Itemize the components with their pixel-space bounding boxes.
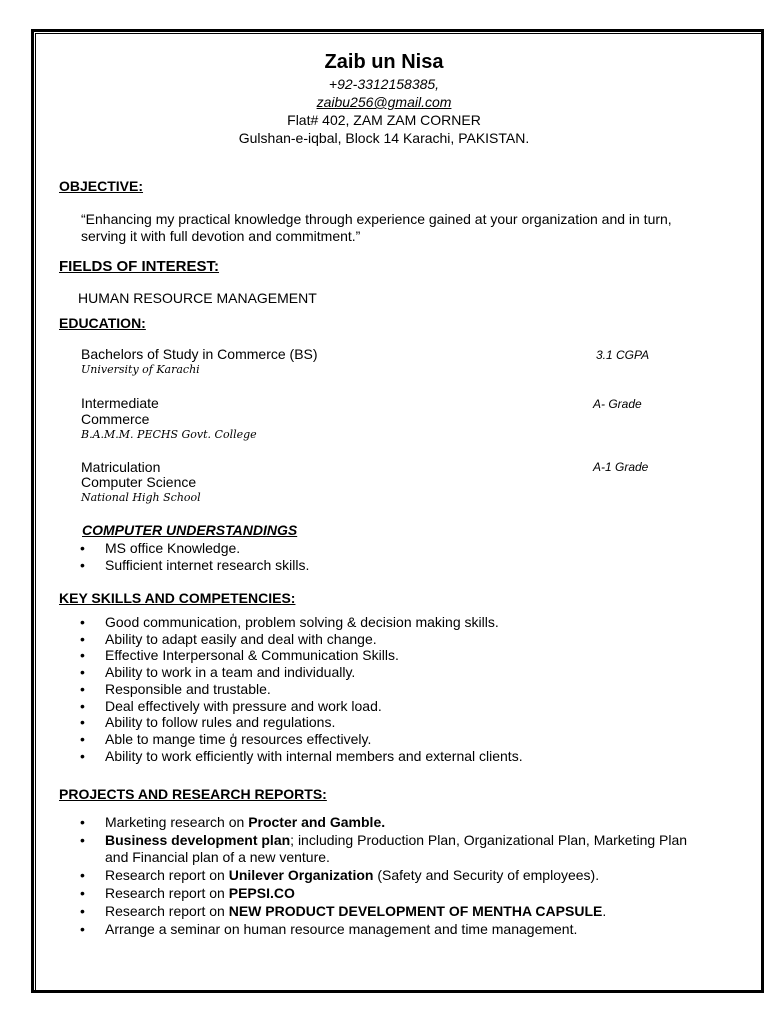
list-item: • Arrange a seminar on human resource management and time management. [61, 921, 711, 938]
projects-list [61, 814, 711, 940]
list-item: • Research report on NEW PRODUCT DEVELOPMENT OF MENTHA CAPSULE. [61, 903, 711, 920]
list-item: • MS office Knowledge. [61, 540, 741, 557]
education-heading: EDUCATION: [59, 315, 146, 331]
list-item: • Able to mange time ģ resources effectively. [61, 731, 741, 748]
candidate-name: Zaib un Nisa [324, 51, 444, 73]
interest-heading: FIELDS OF INTEREST: [59, 258, 220, 275]
phone-number: +92-3312158385, [328, 76, 440, 92]
education-degree: Intermediate [81, 395, 159, 411]
skills-heading: KEY SKILLS AND COMPETENCIES: [59, 590, 296, 606]
education-degree: Bachelors of Study in Commerce (BS) [81, 346, 318, 362]
list-item: • Responsible and trustable. [61, 681, 741, 698]
list-item: • Deal effectively with pressure and work load. [61, 698, 741, 715]
skills-list [61, 614, 741, 764]
list-item: • Ability to work in a team and individually. [61, 664, 741, 681]
list-item: • Sufficient internet research skills. [61, 557, 741, 574]
education-subject: Commerce [81, 411, 150, 427]
education-grade: A- Grade [593, 397, 642, 411]
education-institution: University of Karachi [81, 363, 200, 376]
objective-line-1: “Enhancing my practical knowledge through experience gained at your organization and in turn, [81, 211, 672, 227]
address-line-2: Gulshan-e-iqbal, Block 14 Karachi, PAKISTAN. [238, 130, 530, 146]
projects-heading: PROJECTS AND RESEARCH REPORTS: [59, 786, 327, 802]
interest-text: HUMAN RESOURCE MANAGEMENT [78, 290, 317, 306]
computer-heading: COMPUTER UNDERSTANDINGS [82, 522, 298, 538]
objective-line-2: serving it with full devotion and commitment.” [81, 228, 361, 244]
address-line-1: Flat# 402, ZAM ZAM CORNER [287, 112, 481, 128]
list-item: • Marketing research on Procter and Gamble. [61, 814, 711, 831]
objective-heading: OBJECTIVE: [59, 178, 144, 194]
contact-header [0, 49, 768, 147]
education-grade: A-1 Grade [593, 460, 649, 474]
computer-list [61, 540, 741, 573]
list-item: • Effective Interpersonal & Communication Skills. [61, 647, 741, 664]
list-item: • Research report on Unilever Organization (Safety and Security of employees). [61, 867, 711, 884]
email-link[interactable]: zaibu256@gmail.com [316, 94, 452, 110]
list-item: • Ability to adapt easily and deal with change. [61, 631, 741, 648]
education-institution: National High School [81, 491, 201, 504]
list-item: • Business development plan; including Production Plan, Organizational Plan, Marketing Plan and Financial plan of a new venture. [61, 832, 711, 865]
education-institution: B.A.M.M. PECHS Govt. College [81, 428, 257, 441]
education-degree: Matriculation [81, 459, 161, 475]
list-item: • Good communication, problem solving & decision making skills. [61, 614, 741, 631]
education-subject: Computer Science [81, 474, 197, 490]
education-grade: 3.1 CGPA [596, 348, 650, 362]
list-item: • Ability to work efficiently with internal members and external clients. [61, 748, 741, 765]
list-item: • Ability to follow rules and regulations. [61, 714, 741, 731]
list-item: • Research report on PEPSI.CO [61, 885, 711, 902]
